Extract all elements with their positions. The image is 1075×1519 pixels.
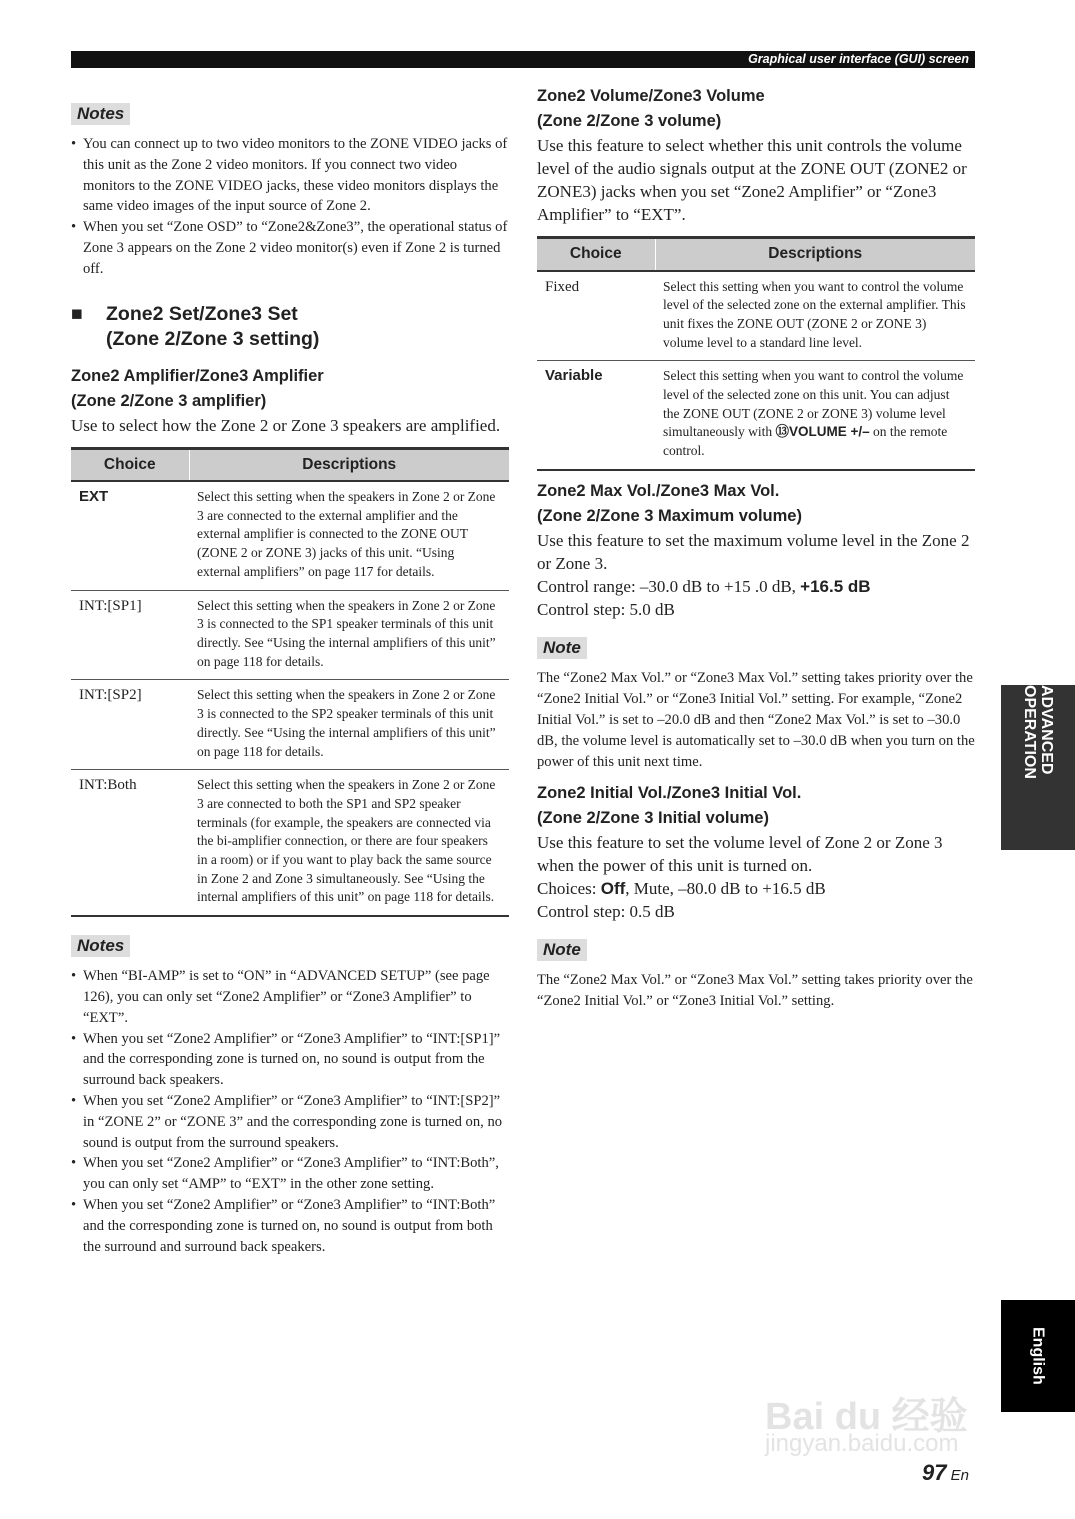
note-item: • When you set “Zone2 Amplifier” or “Zone3 Amplifier” to “INT:[SP1]” and the corresponding zone is turned on, no sound is output from the surround back speakers. <box>71 1029 509 1091</box>
section-marker: ■ <box>71 302 83 325</box>
note-item: • When you set “Zone2 Amplifier” or “Zone3 Amplifier” to “INT:[SP2]” in “ZONE 2” or “ZONE 3” and the corresponding zone is turned on, no sound is output from the surround speakers. <box>71 1091 509 1153</box>
notes-label: Notes <box>71 103 130 125</box>
note-label: Note <box>537 637 587 659</box>
note-item: • When you set “Zone OSD” to “Zone2&Zone3”, the operational status of Zone 3 appears on the Zone 2 video monitor(s) even if Zone 2 is turned off. <box>71 217 509 279</box>
side-tab-english[interactable]: English <box>1001 1300 1075 1412</box>
right-column <box>537 84 975 1012</box>
notes-list <box>71 134 509 280</box>
section-title: ■ Zone2 Set/Zone3 Set (Zone 2/Zone 3 setting) <box>71 302 320 350</box>
initial-vol-desc: Use this feature to set the volume level of Zone 2 or Zone 3 when the power of this unit is turned on. Choices: Off, Mute, –80.0 dB to +16.5 dB Control step: 0.5 dB <box>537 832 943 921</box>
col-desc: Descriptions <box>189 448 509 481</box>
col-choice: Choice <box>71 448 189 481</box>
page-number: 97 En <box>922 1460 969 1485</box>
notes-list <box>71 966 509 1257</box>
initial-vol-title: Zone2 Initial Vol./Zone3 Initial Vol. (Zone 2/Zone 3 Initial volume) <box>537 783 802 827</box>
table-row: Fixed Select this setting when you want to control the volume level of the selected zone on the external amplifier. This unit fixes the ZONE OUT (ZONE 2 or ZONE 3) volume level to a standard line level. <box>537 271 975 361</box>
note-text: The “Zone2 Max Vol.” or “Zone3 Max Vol.” setting takes priority over the “Zone2 Initial Vol.” or “Zone3 Initial Vol.” setting. <box>537 971 973 1009</box>
note-label: Note <box>537 939 587 961</box>
table-row: INT:[SP2] Select this setting when the speakers in Zone 2 or Zone 3 is connected to the SP2 speaker terminals of this unit directly. See “Using the internal amplifiers of this unit” on page 118 for details. <box>71 680 509 770</box>
header-title: Graphical user interface (GUI) screen <box>748 52 969 66</box>
header-bar <box>71 51 975 68</box>
amp-table <box>71 447 509 918</box>
volume-desc: Use this feature to select whether this unit controls the volume level of the audio signals output at the ZONE OUT (ZONE2 or ZONE3) jacks when you set “Zone2 Amplifier” or “Zone3 Amplifier” to “EXT”. <box>537 136 967 224</box>
amp-desc: Use to select how the Zone 2 or Zone 3 speakers are amplified. <box>71 415 501 435</box>
table-row: INT:[SP1] Select this setting when the speakers in Zone 2 or Zone 3 is connected to the SP1 speaker terminals of this unit directly. See “Using the internal amplifiers of this unit” on page 118 for details. <box>71 590 509 680</box>
note-item: • When you set “Zone2 Amplifier” or “Zone3 Amplifier” to “INT:Both”, you can only set “AMP” to “EXT” in the other zone setting. <box>71 1153 509 1195</box>
side-tab-advanced-operation[interactable]: ADVANCED OPERATION <box>1001 685 1075 850</box>
volume-title: Zone2 Volume/Zone3 Volume (Zone 2/Zone 3 volume) <box>537 87 765 130</box>
left-column <box>71 103 509 1257</box>
amp-title: Zone2 Amplifier/Zone3 Amplifier (Zone 2/Zone 3 amplifier) <box>71 366 324 410</box>
table-row: EXT Select this setting when the speakers in Zone 2 or Zone 3 are connected to the external amplifier and the external amplifier is connected to the ZONE OUT (ZONE 2 or ZONE 3) jacks of this unit. “Using external amplifiers” on page 117 for details. <box>71 481 509 590</box>
col-choice: Choice <box>537 238 655 271</box>
note-item: • You can connect up to two video monitors to the ZONE VIDEO jacks of this unit as the Zone 2 video monitors. If you connect two video monitors to the ZONE VIDEO jacks, these video monitors displays the same video images of the input source of Zone 2. <box>71 134 509 217</box>
volume-table <box>537 236 975 471</box>
col-desc: Descriptions <box>655 238 975 271</box>
volume-key: ⑬VOLUME +/– <box>775 424 870 440</box>
note-text: The “Zone2 Max Vol.” or “Zone3 Max Vol.” setting takes priority over the “Zone2 Initial Vol.” or “Zone3 Initial Vol.” setting. For example, “Zone2 Initial Vol.” is set to –20.0 dB and then “Zone2 Max Vol.” is set to –30.0 dB, the volume level is automatically set to –30.0 dB when you turn on the power of this unit next time. <box>537 669 975 770</box>
max-vol-title: Zone2 Max Vol./Zone3 Max Vol. (Zone 2/Zone 3 Maximum volume) <box>537 481 802 525</box>
note-item: • When you set “Zone2 Amplifier” or “Zone3 Amplifier” to “INT:Both” and the corresponding zone is turned on, no sound is output from both the surround and surround back speakers. <box>71 1195 509 1257</box>
watermark-url: jingyan.baidu.com <box>765 1430 959 1457</box>
watermark: Bai du 经验 <box>765 1396 968 1438</box>
note-item: • When “BI-AMP” is set to “ON” in “ADVANCED SETUP” (see page 126), you can only set “Zone2 Amplifier” or “Zone3 Amplifier” to “EXT”. <box>71 966 509 1028</box>
max-vol-desc: Use this feature to set the maximum volume level in the Zone 2 or Zone 3. Control range: –30.0 dB to +15 .0 dB, +16.5 dB Control step: 5.0 dB <box>537 530 970 619</box>
table-row: INT:Both Select this setting when the speakers in Zone 2 or Zone 3 are connected to both the SP1 and SP2 speaker terminals (for example, the speakers are connected via the bi-amplifier connection, or there are four speakers in a room) or if you want to play back the same source in Zone 2 and Zone 3 simultaneously. See “Using the internal amplifiers of this unit” on page 118 for details. <box>71 770 509 916</box>
notes-label: Notes <box>71 935 130 957</box>
table-row: Variable Select this setting when you want to control the volume level of the selected zone on this unit. You can adjust the ZONE OUT (ZONE 2 or ZONE 3) volume level simultaneously with ⑬VOLUME +/– on the remote control. <box>537 361 975 470</box>
